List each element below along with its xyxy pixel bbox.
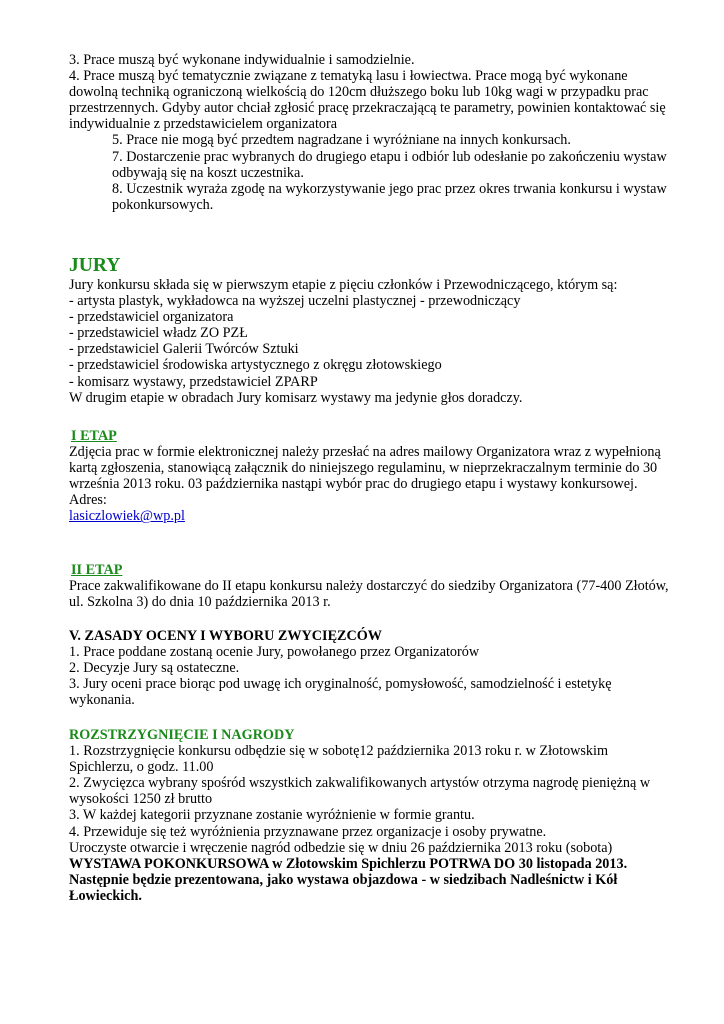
rule-7: 7. Dostarczenie prac wybranych do drugiego etapu i odbiór lub odesłanie po zakończeniu wystaw odbywają się na koszt uczestnika.: [112, 148, 667, 181]
jury-heading: JURY: [69, 255, 121, 276]
zasady-item: 3. Jury oceni prace biorąc pod uwagę ich oryginalność, pomysłowość, samodzielność i estetykę wykonania.: [69, 676, 612, 709]
etap1-text: Zdjęcia prac w formie elektronicznej należy przesłać na adres mailowy Organizatora wraz z wypełnioną kartą zgłoszenia, stanowiącą załącznik do niniejszego regulaminu, w nieprzekraczalnym terminie do 30 września 2013 roku. 03 października nastąpi wybór prac do drugiego etapu i wystawy konkursowej.: [69, 444, 661, 493]
address-label: Adres:: [69, 492, 107, 509]
rule-8: 8. Uczestnik wyraża zgodę na wykorzystywanie jego prac przez okres trwania konkursu i wystaw pokonkursowych.: [112, 180, 667, 213]
rule-4: 4. Prace muszą być tematycznie związane z tematyką lasu i łowiectwa. Prace mogą być wykonane dowolną techniką ograniczoną wielkością do 120cm dłuższego boku lub 10kg wagi w przypadku prac przestrzennych. Gdyby autor chciał zgłosić pracę przekraczającą te parametry, powinien kontaktować się indywidualnie z przedstawicielem organizatora: [69, 68, 666, 133]
rules-section: [69, 52, 669, 213]
etap1-heading: I ETAP: [71, 428, 117, 444]
ceremony-text: Uroczyste otwarcie i wręczenie nagród odbedzie się w dniu 26 października 2013 roku (sobota): [69, 839, 613, 856]
jury-member: - przedstawiciel władz ZO PZŁ: [69, 325, 248, 342]
jury-member: - artysta plastyk, wykładowca na wyższej uczelni plastycznej - przewodniczący: [69, 293, 521, 310]
nagrody-item: 4. Przewiduje się też wyróżnienia przyznawane przez organizacje i osoby prywatne.: [69, 823, 547, 840]
zasady-item: 1. Prace poddane zostaną ocenie Jury, powołanego przez Organizatorów: [69, 644, 480, 661]
jury-member: - komisarz wystawy, przedstawiciel ZPARP: [69, 373, 318, 390]
nagrody-section: [69, 727, 669, 904]
nagrody-item: 3. W każdej kategorii przyznane zostanie wyróżnienie w formie grantu.: [69, 807, 475, 824]
nagrody-heading: ROZSTRZYGNIĘCIE I NAGRODY: [69, 727, 295, 743]
etap1-section: [69, 428, 669, 525]
jury-member: - przedstawiciel środowiska artystycznego z okręgu złotowskiego: [69, 357, 442, 374]
nagrody-item: 1. Rozstrzygnięcie konkursu odbędzie się w sobotę12 października 2013 roku r. w Złotowskim Spichlerzu, o godz. 11.00: [69, 743, 609, 776]
jury-section: [69, 255, 669, 406]
etap2-text: Prace zakwalifikowane do II etapu konkursu należy dostarczyć do siedziby Organizatora (77-400 Złotów, ul. Szkolna 3) do dnia 10 października 2013 r.: [69, 578, 669, 611]
rule-3: 3. Prace muszą być wykonane indywidualnie i samodzielnie.: [69, 52, 415, 68]
email-link[interactable]: lasiczlowiek@wp.pl: [69, 508, 185, 525]
zasady-item: 2. Decyzje Jury są ostateczne.: [69, 660, 240, 677]
jury-intro: Jury konkursu składa się w pierwszym etapie z pięciu członków i Przewodniczącego, którym są:: [69, 277, 618, 293]
rule-5: 5. Prace nie mogą być przedtem nagradzane i wyróżniane na innych konkursach.: [112, 132, 571, 149]
jury-note: W drugim etapie w obradach Jury komisarz wystawy ma jedynie głos doradczy.: [69, 389, 523, 406]
zasady-heading: V. ZASADY OCENY I WYBORU ZWYCIĘZCÓW: [69, 628, 382, 644]
exhibition-text: WYSTAWA POKONKURSOWA w Złotowskim Spichlerzu POTRWA DO 30 listopada 2013. Następnie będzie prezentowana, jako wystawa objazdowa - w siedzibach Nadleśnictw i Kół Łowieckich.: [69, 855, 628, 904]
nagrody-item: 2. Zwycięzca wybrany spośród wszystkich zakwalifikowanych artystów otrzyma nagrodę pieniężną w wysokości 1250 zł brutto: [69, 775, 651, 808]
rules-indented: [69, 132, 669, 212]
etap2-heading: II ETAP: [71, 562, 123, 578]
etap2-section: [69, 562, 669, 610]
zasady-section: [69, 628, 669, 708]
jury-member: - przedstawiciel Galerii Twórców Sztuki: [69, 341, 299, 358]
jury-member: - przedstawiciel organizatora: [69, 309, 234, 326]
